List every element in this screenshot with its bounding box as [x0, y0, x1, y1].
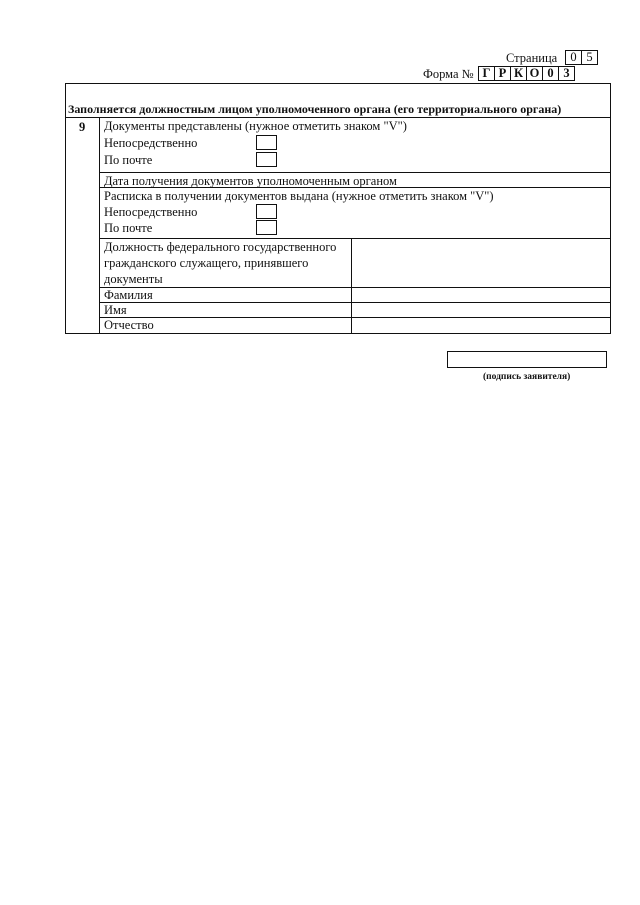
form-code-cell: 0: [542, 66, 559, 81]
receipt-direct-label: Непосредственно: [104, 205, 198, 219]
signature-label: (подпись заявителя): [483, 372, 571, 382]
patronymic-field[interactable]: [352, 318, 609, 332]
docs-mail-checkbox[interactable]: [256, 152, 277, 167]
receipt-date-label: Дата получения документов уполномоченным органом: [104, 174, 397, 188]
table-top-border: [65, 83, 610, 84]
receipt-mail-checkbox[interactable]: [256, 220, 277, 235]
row-divider: [99, 187, 610, 188]
form-code-cell: 3: [558, 66, 575, 81]
patronymic-label: Отчество: [104, 318, 154, 332]
page-label: Страница: [506, 51, 558, 65]
section-title: Заполняется должностным лицом уполномоченного органа (его территориального органа): [68, 102, 562, 116]
docs-direct-label: Непосредственно: [104, 136, 198, 150]
receipt-mail-label: По почте: [104, 221, 153, 235]
form-code-cell: Р: [494, 66, 511, 81]
row-number: 9: [79, 120, 86, 134]
form-code-cells: [479, 66, 575, 81]
row-number-divider: [99, 117, 100, 333]
receipt-direct-checkbox[interactable]: [256, 204, 277, 219]
form-code-cell: Г: [478, 66, 495, 81]
form-code-cell: О: [526, 66, 543, 81]
table-left-border: [65, 83, 66, 333]
receipt-issued-label: Расписка в получении документов выдана (нужное отметить знаком "V"): [104, 189, 494, 203]
docs-mail-label: По почте: [104, 153, 153, 167]
official-position-label: Должность федерального государственного: [104, 240, 337, 254]
docs-direct-checkbox[interactable]: [256, 135, 277, 150]
page-digit-cell: 5: [581, 50, 598, 65]
name-field[interactable]: [352, 303, 609, 317]
signature-field[interactable]: [447, 351, 607, 368]
table-right-border: [610, 83, 611, 333]
page-digit-cell: 0: [565, 50, 582, 65]
section-title-divider: [65, 117, 610, 118]
surname-field[interactable]: [352, 288, 609, 302]
official-position-field[interactable]: [352, 239, 609, 287]
row-divider: [99, 172, 610, 173]
page-number-cells: [566, 50, 598, 65]
form-code-cell: К: [510, 66, 527, 81]
table-bottom-border: [65, 333, 611, 334]
name-label: Имя: [104, 303, 127, 317]
official-position-label: документы: [104, 272, 163, 286]
docs-submitted-label: Документы представлены (нужное отметить знаком "V"): [104, 119, 407, 133]
official-position-label: гражданского служащего, принявшего: [104, 256, 309, 270]
form-label: Форма №: [423, 67, 474, 81]
surname-label: Фамилия: [104, 288, 153, 302]
